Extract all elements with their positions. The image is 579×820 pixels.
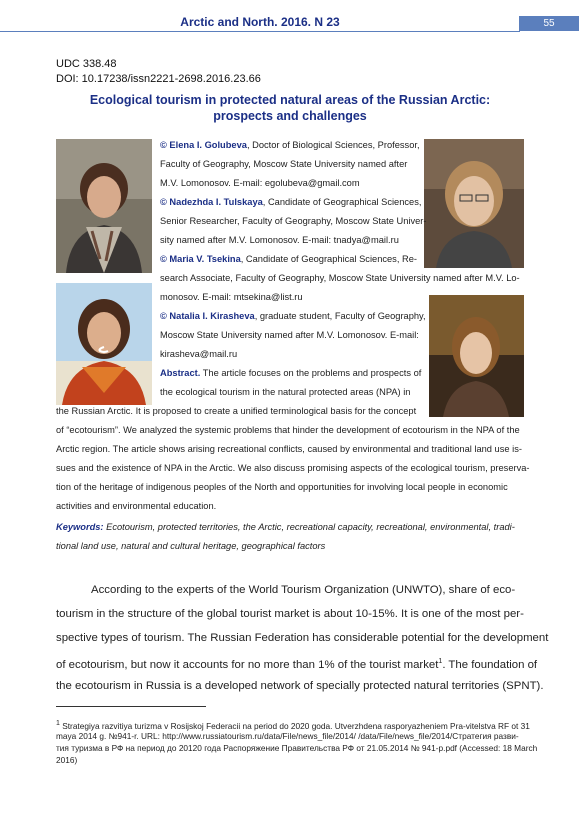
abstract-line-3: the Russian Arctic. It is proposed to create a unified terminological basis for the concept xyxy=(56,406,417,416)
page-number: 55 xyxy=(519,16,579,31)
abstract-line-8: activities and environmental education. xyxy=(56,501,217,511)
author-photo-tsekina xyxy=(56,283,152,405)
author-line-2: Faculty of Geography, Moscow State University named after xyxy=(160,159,408,169)
author-line-1: © Elena I. Golubeva, Doctor of Biological Sciences, Professor, xyxy=(160,140,420,150)
footnote-line-4: 2016) xyxy=(56,755,78,765)
body-line-1: According to the experts of the World Tourism Organization (UNWTO), share of eco- xyxy=(91,584,516,596)
body-line-5: the ecotourism in Russia is a developed network of specially protected natural territories (SPNT). xyxy=(56,680,544,692)
abstract-label: Abstract. xyxy=(160,368,201,378)
footnote-line-3: тия туризма в РФ на период до 20120 года Распоряжение Правительства РФ от 21.05.2014 № 941-р.pdf (Accessed: 18 March xyxy=(56,743,538,753)
title-line-1: Ecological tourism in protected natural areas of the Russian Arctic: xyxy=(89,93,491,107)
author-line-6: sity named after M.V. Lomonosov. E-mail: tnadya@mail.ru xyxy=(160,235,399,245)
abstract-line-1: Abstract. The article focuses on the problems and prospects of xyxy=(160,368,422,378)
article-title xyxy=(56,92,524,124)
author-name-tsekina: © Maria V. Tsekina xyxy=(160,254,241,264)
author-line-8: search Associate, Faculty of Geography, Moscow State University named after M.V. Lo- xyxy=(160,273,520,283)
footnote-line-2: maya 2014 g. №941-r. URL: http://www.russiatourism.ru/data/File/news_file/2014/ /data/File/news_file/2014/Стратегия разви- xyxy=(56,731,519,741)
author-line-7: © Maria V. Tsekina, Candidate of Geographical Sciences, Re- xyxy=(160,254,417,264)
keywords-label: Keywords: xyxy=(56,522,104,532)
footnote-rule xyxy=(56,706,206,707)
body-line-3: spective types of tourism. The Russian Federation has considerable potential for the development xyxy=(56,632,549,644)
footnote-ref[interactable]: 1 xyxy=(438,658,443,665)
author-line-4: © Nadezhda I. Tulskaya, Candidate of Geographical Sciences, xyxy=(160,197,422,207)
abstract-line-5: Arctic region. The article shows arising recreational conflicts, caused by environmental and traditional land use is- xyxy=(56,444,522,454)
author-line-3: M.V. Lomonosov. E-mail: egolubeva@gmail.com xyxy=(160,178,360,188)
author-line-9: monosov. E-mail: mtsekina@list.ru xyxy=(160,292,303,302)
doi: DOI: 10.17238/issn2221-2698.2016.23.66 xyxy=(56,73,261,85)
journal-title: Arctic and North. 2016. N 23 xyxy=(180,15,340,29)
body-line-2: tourism in the structure of the global tourist market is about 10-15%. It is one of the most per- xyxy=(56,608,524,620)
keywords-line-1: Keywords: Ecotourism, protected territories, the Arctic, recreational capacity, recreational, environmental, tradi- xyxy=(56,522,515,532)
author-name-kirasheva: © Natalia I. Kirasheva xyxy=(160,311,255,321)
footnote-line-1: $^1$ Strategiya razvitiya turizma v Rosijskoj Federacii na period do 2020 goda. Utverzhdena rasporyazheniem Pra-vitelstva RF ot 31 xyxy=(56,720,530,731)
abstract-line-6: sues and the existence of NPA in the Arctic. We also discuss promising aspects of the ecological tourism, preserva- xyxy=(56,463,530,473)
abstract-line-2: the ecological tourism in the natural protected areas (NPA) in xyxy=(160,387,411,397)
author-photo-kirasheva xyxy=(429,295,524,417)
author-photo-tulskaya xyxy=(424,139,524,268)
author-name-golubeva: © Elena I. Golubeva xyxy=(160,140,247,150)
title-line-2: prospects and challenges xyxy=(213,109,367,123)
author-line-10: © Natalia I. Kirasheva, graduate student, Faculty of Geography, xyxy=(160,311,426,321)
page-header xyxy=(0,0,579,38)
udc: UDC 338.48 xyxy=(56,58,117,70)
abstract-line-4: of “ecotourism”. We analyzed the systemic problems that hinder the development of ecotourism in the NPA of the xyxy=(56,425,520,435)
author-line-5: Senior Researcher, Faculty of Geography, Moscow State Univer- xyxy=(160,216,427,226)
body-line-4: of ecotourism, but now it accounts for no more than 1% of the tourist market$^1$. The foundation of xyxy=(56,658,538,671)
author-photo-golubeva xyxy=(56,139,152,273)
abstract-line-7: tion of the heritage of indigenous peoples of the North and opportunities for involving local people in economic xyxy=(56,482,508,492)
author-name-tulskaya: © Nadezhda I. Tulskaya xyxy=(160,197,263,207)
header-rule xyxy=(0,31,520,32)
keywords-line-2: tional land use, natural and cultural heritage, geographical factors xyxy=(56,541,326,551)
author-line-11: Moscow State University named after M.V. Lomonosov. E-mail: xyxy=(160,330,419,340)
author-line-12: kirasheva@mail.ru xyxy=(160,349,238,359)
